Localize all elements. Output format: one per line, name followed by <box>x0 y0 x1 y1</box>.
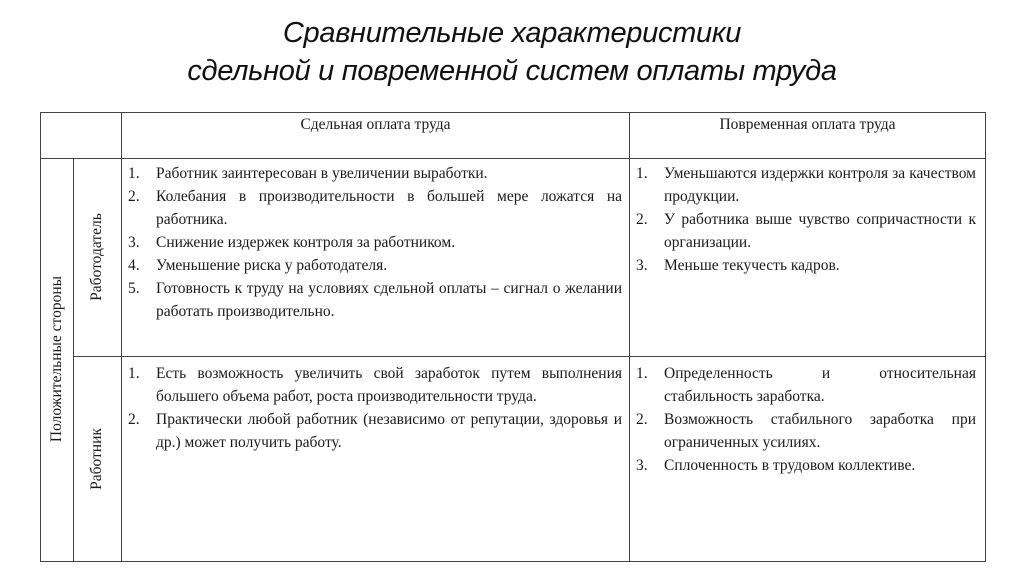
list-item: 3. Снижение издержек контроля за работником. <box>128 234 456 251</box>
table-border-bottom <box>40 561 986 562</box>
list-item: 1. Уменьшаются издержки контроля за качеством продукции. <box>636 165 976 205</box>
column-header-piecework: Сдельная оплата труда <box>300 116 451 133</box>
row-label-employee: Работник <box>88 428 105 490</box>
list-item: 3. Сплоченность в трудовом коллективе. <box>636 457 916 474</box>
list-item: 4. Уменьшение риска у работодателя. <box>128 257 388 274</box>
group-divider <box>73 158 74 562</box>
table-border-top <box>40 112 986 113</box>
employer-time-based-list <box>630 162 976 277</box>
employee-piecework-list <box>122 362 622 454</box>
title-line-2: сдельной и повременной систем оплаты труда <box>187 55 837 87</box>
list-item: 1. Есть возможность увеличить свой заработок путем выполнения большего объема работ, роста производительности труда. <box>128 365 622 405</box>
header-divider <box>40 158 986 159</box>
row-divider <box>73 356 986 357</box>
list-item: 5. Готовность к труду на условиях сдельной оплаты – сигнал о желании работать производительно. <box>128 280 622 320</box>
employee-time-based-list <box>630 362 976 477</box>
list-item: 1. Работник заинтересован в увеличении выработки. <box>128 165 488 182</box>
employer-piecework-list <box>122 162 622 323</box>
list-item: 2. Практически любой работник (независимо от репутации, здоровья и др.) может получить работу. <box>128 411 622 451</box>
table-border-left <box>40 112 41 562</box>
table-border-right <box>985 112 986 562</box>
list-item: 2. Колебания в производительности в большей мере ложатся на работника. <box>128 188 622 228</box>
list-item: 1. Определенность и относительная стабильность заработка. <box>636 365 976 405</box>
row-label-employer: Работодатель <box>88 213 105 301</box>
column-header-time-based: Повременная оплата труда <box>719 116 896 133</box>
list-item: 2. Возможность стабильного заработка при ограниченных усилиях. <box>636 411 976 451</box>
page-title <box>0 14 1024 90</box>
comparison-table <box>40 112 986 562</box>
group-label-positive-sides: Положительные стороны <box>48 275 65 443</box>
list-item: 2. У работника выше чувство сопричастности к организации. <box>636 211 976 251</box>
title-line-1: Сравнительные характеристики <box>282 17 742 49</box>
list-item: 3. Меньше текучесть кадров. <box>636 257 840 274</box>
